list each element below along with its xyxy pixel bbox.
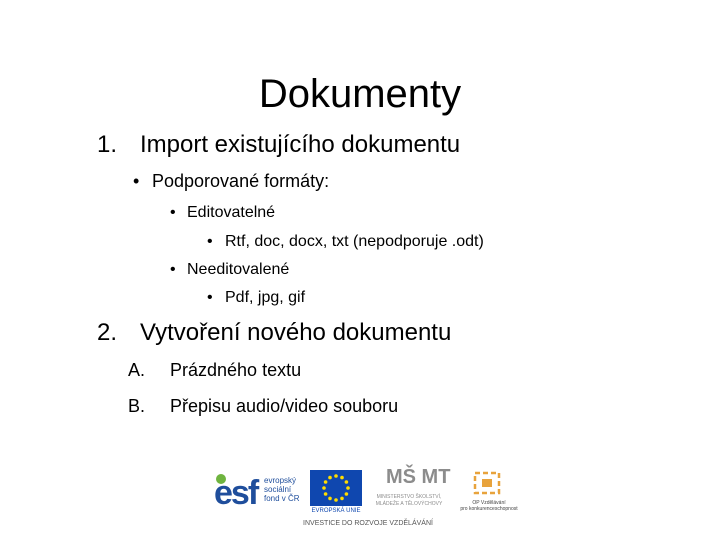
msmt-logo	[364, 466, 452, 516]
esf-tagline-1: evropský	[264, 476, 297, 485]
bullet-icon: •	[170, 204, 176, 221]
list-item-empty-text: Prázdného textu	[170, 360, 302, 380]
bullet-icon: •	[207, 233, 213, 250]
slide-title: Dokumenty	[258, 72, 462, 116]
bullet-icon: •	[133, 171, 140, 191]
logo-bar	[214, 462, 520, 534]
eu-flag-icon	[310, 470, 362, 506]
list-item-import: Import existujícího dokumentu	[140, 131, 461, 158]
list-item-editable-formats: Rtf, doc, docx, txt (nepodporuje .odt)	[225, 233, 484, 250]
esf-tagline-3: fond v ČR	[264, 494, 300, 503]
esf-tagline-2: sociální	[264, 485, 292, 494]
op-vk-icon	[472, 468, 506, 498]
list-item-transcript: Přepisu audio/video souboru	[170, 396, 399, 416]
esf-wordmark: esf	[214, 474, 258, 512]
list-item-create: Vytvoření nového dokumentu	[140, 319, 452, 346]
msmt-mark: MŠ MT	[386, 466, 451, 488]
list-number-2: 2.	[97, 319, 118, 346]
list-letter-a: A.	[128, 360, 146, 380]
eu-logo	[310, 470, 362, 516]
list-number-1: 1.	[97, 131, 118, 158]
list-item-formats: Podporované formáty:	[152, 171, 330, 191]
msmt-label-2: MLÁDEŽE A TĚLOVÝCHOVY	[375, 501, 443, 507]
list-item-noneditable: Needitovalené	[187, 261, 290, 278]
op-vk-logo	[458, 468, 520, 516]
eu-label: EVROPSKÁ UNIE	[311, 508, 361, 514]
list-item-editable: Editovatelné	[187, 204, 276, 221]
slogan: INVESTICE DO ROZVOJE VZDĚLÁVÁNÍ	[303, 520, 433, 527]
bullet-icon: •	[207, 289, 213, 306]
list-letter-b: B.	[128, 396, 146, 416]
list-item-noneditable-formats: Pdf, jpg, gif	[225, 289, 306, 306]
esf-logo	[214, 466, 302, 516]
bullet-icon: •	[170, 261, 176, 278]
op-vk-label-1: OP Vzdělávání	[472, 500, 506, 506]
op-vk-label-2: pro konkurenceschopnost	[460, 506, 518, 512]
msmt-label-1: MINISTERSTVO ŠKOLSTVÍ,	[376, 494, 442, 500]
